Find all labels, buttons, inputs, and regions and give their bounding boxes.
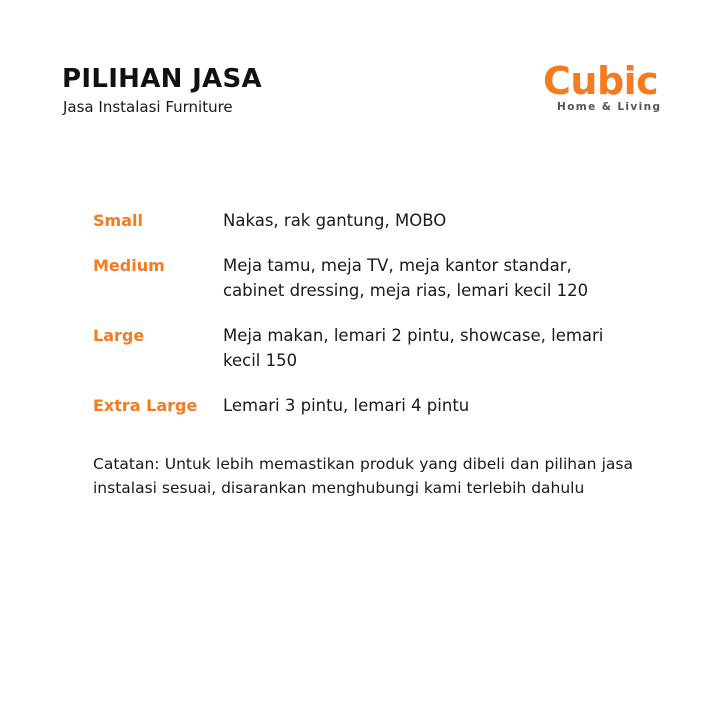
service-size-label: Small: [93, 211, 143, 230]
service-size-label: Large: [93, 326, 145, 345]
service-items-text: Nakas, rak gantung, MOBO: [223, 211, 447, 230]
logo-wordmark: Cubic: [543, 59, 659, 103]
service-row-large: [93, 323, 638, 373]
note-text: Catatan: Untuk lebih memastikan produk yang dibeli dan pilihan jasa instalasi sesuai, disarankan menghubungi kami terlebih dahulu: [93, 455, 633, 497]
page-subtitle: Jasa Instalasi Furniture: [63, 98, 233, 116]
page-title: PILIHAN JASA: [62, 64, 262, 94]
service-items-text: Meja tamu, meja TV, meja kantor standar, cabinet dressing, meja rias, lemari kecil 120: [223, 256, 589, 300]
service-row-medium: [93, 253, 638, 303]
service-row-small: [93, 208, 638, 233]
service-items-text: Meja makan, lemari 2 pintu, showcase, lemari kecil 150: [223, 326, 604, 370]
logo-tagline: Home & Living: [557, 101, 662, 113]
service-row-extra-large: [93, 393, 638, 418]
service-size-label: Extra Large: [93, 396, 198, 415]
service-items-text: Lemari 3 pintu, lemari 4 pintu: [223, 396, 470, 415]
service-list: [93, 208, 638, 438]
cubic-logo: [543, 60, 673, 120]
service-size-label: Medium: [93, 256, 165, 275]
